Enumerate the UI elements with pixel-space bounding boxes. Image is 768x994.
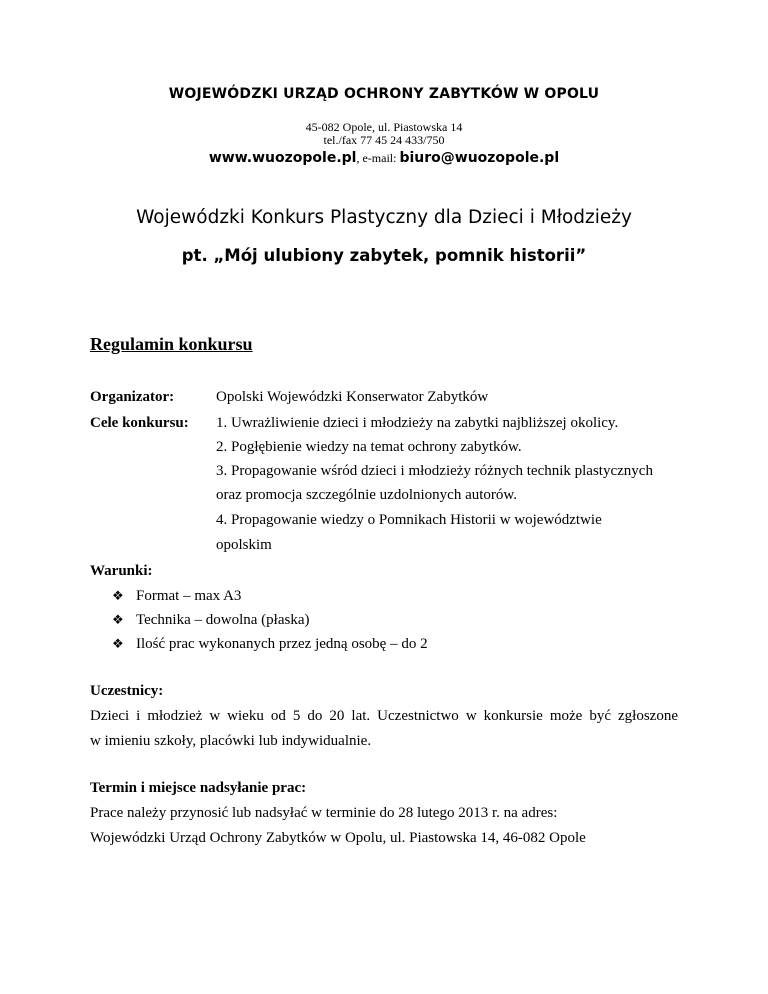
organizer-value: Opolski Wojewódzki Konserwator Zabytków xyxy=(216,389,489,405)
contact-line xyxy=(0,150,768,166)
goal-item: oraz promocja szczególnie uzdolnionych autorów. xyxy=(216,487,517,503)
deadline-text-line2: Wojewódzki Urząd Ochrony Zabytków w Opolu, ul. Piastowska 14, 46-082 Opole xyxy=(90,830,586,846)
diamond-bullet-icon: ❖ xyxy=(112,613,124,628)
condition-text: Format – max A3 xyxy=(136,588,242,604)
conditions-label: Warunki: xyxy=(90,563,153,579)
office-name: WOJEWÓDZKI URZĄD OCHRONY ZABYTKÓW W OPOLU xyxy=(168,86,600,102)
participants-text-line2: w imieniu szkoły, placówki lub indywidualnie. xyxy=(90,733,372,749)
condition-text: Ilość prac wykonanych przez jedną osobę – do 2 xyxy=(136,636,428,652)
contest-subtitle: pt. „Mój ulubiony zabytek, pomnik historii” xyxy=(181,246,587,265)
diamond-bullet-icon: ❖ xyxy=(112,637,124,652)
email-link[interactable]: biuro@wuozopole.pl xyxy=(399,150,560,166)
office-address: 45-082 Opole, ul. Piastowska 14 xyxy=(305,120,463,134)
organizer-label: Organizator: xyxy=(90,389,175,405)
goal-item: 2. Pogłębienie wiedzy na temat ochrony zabytków. xyxy=(216,439,522,455)
condition-item xyxy=(112,612,309,629)
contest-title: Wojewódzki Konkurs Plastyczny dla Dzieci i Młodzieży xyxy=(136,207,632,228)
goal-item: 3. Propagowanie wśród dzieci i młodzieży różnych technik plastycznych xyxy=(216,463,653,479)
goal-item: 1. Uwrażliwienie dzieci i młodzieży na zabytki najbliższej okolicy. xyxy=(216,415,619,431)
office-phone: tel./fax 77 45 24 433/750 xyxy=(323,133,445,147)
goals-label: Cele konkursu: xyxy=(90,415,189,431)
email-label: , e-mail: xyxy=(356,151,400,165)
condition-item xyxy=(112,588,241,605)
participants-label: Uczestnicy: xyxy=(90,683,164,699)
website-link[interactable]: www.wuozopole.pl xyxy=(208,150,357,166)
condition-text: Technika – dowolna (płaska) xyxy=(136,612,310,628)
condition-item xyxy=(112,636,428,653)
goal-item: opolskim xyxy=(216,537,272,553)
goal-item: 4. Propagowanie wiedzy o Pomnikach Historii w województwie xyxy=(216,512,602,528)
deadline-label: Termin i miejsce nadsyłanie prac: xyxy=(90,780,307,796)
diamond-bullet-icon: ❖ xyxy=(112,589,124,604)
regulations-heading: Regulamin konkursu xyxy=(90,334,253,354)
participants-text-line1: Dzieci i młodzież w wieku od 5 do 20 lat. Uczestnictwo w konkursie może być zgłoszone xyxy=(90,708,678,724)
deadline-text-line1: Prace należy przynosić lub nadsyłać w terminie do 28 lutego 2013 r. na adres: xyxy=(90,805,558,821)
